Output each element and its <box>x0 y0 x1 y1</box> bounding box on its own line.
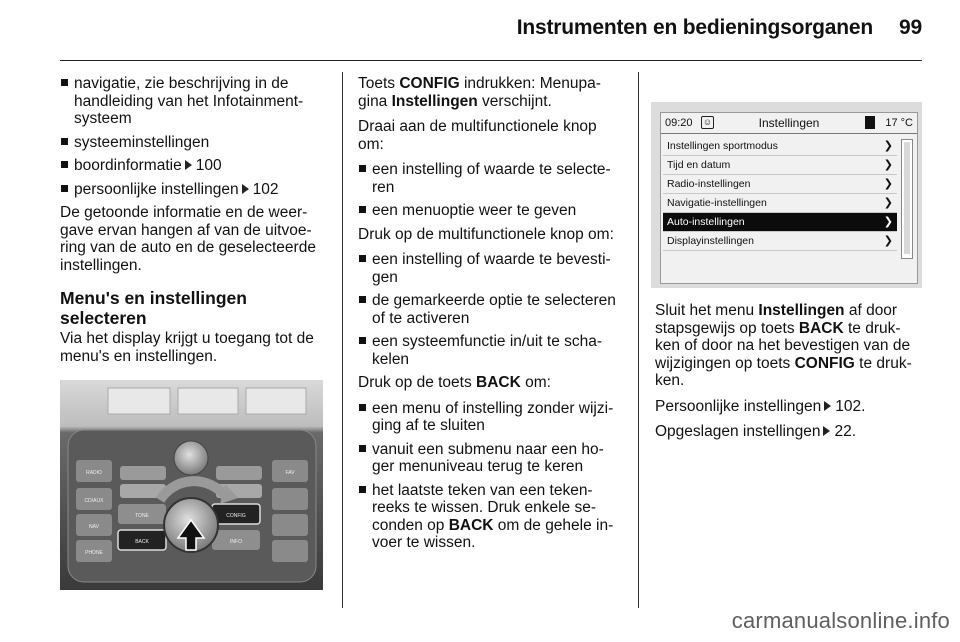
bullet-icon <box>359 206 366 213</box>
page-header <box>517 16 922 40</box>
list-item: een instelling of waarde te bevesti-gen <box>358 251 624 286</box>
control-panel-illustration <box>60 380 323 590</box>
scrollbar-thumb[interactable] <box>904 142 910 254</box>
page-ref[interactable]: 102 <box>252 180 279 198</box>
page-ref-arrow-icon <box>185 160 192 170</box>
control-panel-photo <box>60 380 323 590</box>
bullet-icon <box>359 255 366 262</box>
battery-icon <box>865 116 875 129</box>
column-divider-1 <box>342 72 343 608</box>
display-screen <box>660 112 918 284</box>
config-button: CONFIG <box>226 513 246 519</box>
bullet-icon <box>61 79 68 86</box>
paragraph: Sluit het menu Instellingen af door stapsgewijs op toets BACK te druk-ken of door na het bevestigen van de wijzigingen op toets CONFIG te druk-ken. <box>655 302 912 389</box>
column-divider-2 <box>638 72 639 608</box>
bullet-icon <box>359 296 366 303</box>
page-number: 99 <box>899 16 922 39</box>
page-ref[interactable]: 22. <box>834 423 857 440</box>
paragraph: Draai aan de multifunctionele knop om: <box>358 118 597 153</box>
paragraph: Druk op de toets BACK om: <box>358 374 551 391</box>
paragraph: De getoonde informatie en de weer-gave ervan hangen af van de uitvoe-ring van de auto en de geselecteerde instellingen. <box>60 204 316 274</box>
phone-button: PHONE <box>85 550 103 556</box>
page-title: Instrumenten en bedieningsorganen <box>516 16 874 39</box>
chevron-right-icon: ❯ <box>883 140 893 152</box>
cd-aux-button: CD/AUX <box>84 498 104 504</box>
page-ref-arrow-icon <box>824 401 831 411</box>
list-item: een menuoptie weer te geven <box>358 202 624 220</box>
bullet-icon <box>61 161 68 168</box>
settings-screen-illustration <box>651 102 922 288</box>
back-button: BACK <box>135 539 149 545</box>
list-item: boordinformatie 100 <box>60 157 326 175</box>
scrollbar[interactable] <box>901 139 913 259</box>
page-ref-arrow-icon <box>242 184 249 194</box>
chevron-right-icon: ❯ <box>883 178 893 190</box>
menu-item[interactable]: Radio-instellingen ❯ <box>663 175 897 194</box>
paragraph: Opgeslagen instellingen 22. <box>655 423 857 440</box>
screen-status-bar <box>661 113 917 134</box>
list-item: een systeemfunctie in/uit te scha-kelen <box>358 333 624 368</box>
smile-icon: ☺ <box>702 117 713 127</box>
section-heading: Menu's en instellingen selecteren <box>60 288 247 328</box>
header-divider <box>60 60 922 61</box>
paragraph: Druk op de multifunctionele knop om: <box>358 225 614 243</box>
column-2 <box>358 75 624 558</box>
tone-button: TONE <box>135 513 149 519</box>
screen-title: Instellingen <box>758 116 820 130</box>
list-item: vanuit een submenu naar een ho-ger menuniveau terug te keren <box>358 441 624 476</box>
column-1 <box>60 75 326 373</box>
page-ref-arrow-icon <box>823 426 830 436</box>
chevron-right-icon: ❯ <box>883 197 893 209</box>
menu-item[interactable]: Tijd en datum ❯ <box>663 156 897 175</box>
temperature-text: 17 °C <box>885 117 913 129</box>
menu-item[interactable]: Instellingen sportmodus ❯ <box>663 137 897 156</box>
list-item: systeeminstellingen <box>60 134 326 152</box>
bullet-icon <box>359 404 366 411</box>
list-item: persoonlijke instellingen 102 <box>60 181 326 199</box>
list-item: het laatste teken van een teken-reeks te wissen. Druk enkele se-conden op BACK om de gehele in-voer te wissen. <box>358 482 624 552</box>
fav-button: FAV <box>285 470 295 476</box>
chevron-right-icon: ❯ <box>883 235 893 247</box>
bullet-icon <box>61 138 68 145</box>
bullet-icon <box>359 165 366 172</box>
page-ref[interactable]: 102. <box>835 397 866 415</box>
radio-button: RADIO <box>86 470 102 476</box>
list-item: een menu of instelling zonder wijzi-ging af te sluiten <box>358 400 624 435</box>
info-button: INFO <box>230 539 242 545</box>
menu-item[interactable]: Navigatie-instellingen ❯ <box>663 194 897 213</box>
bullet-icon <box>61 185 68 192</box>
list-item: de gemarkeerde optie te selecteren of te activeren <box>358 292 624 327</box>
paragraph: Persoonlijke instellingen 102. <box>655 397 866 415</box>
list-item: navigatie, zie beschrijving in de handleiding van het Infotainment-systeem <box>60 75 326 128</box>
column-3 <box>655 302 923 449</box>
paragraph: Via het display krijgt u toegang tot de menu's en instellingen. <box>60 330 314 365</box>
bullet-icon <box>359 486 366 493</box>
bullet-icon <box>359 337 366 344</box>
page-ref[interactable]: 100 <box>195 157 222 174</box>
paragraph: Toets CONFIG indrukken: Menupa-gina Instellingen verschijnt. <box>358 75 601 110</box>
list-item: een instelling of waarde te selecte-ren <box>358 161 624 196</box>
nav-button: NAV <box>89 524 99 530</box>
menu-item[interactable]: Displayinstellingen ❯ <box>663 232 897 251</box>
bullet-icon <box>359 445 366 452</box>
watermark: carmanualsonline.info <box>731 608 950 633</box>
clock-text: 09:20 <box>665 117 693 129</box>
chevron-right-icon: ❯ <box>883 216 893 228</box>
chevron-right-icon: ❯ <box>883 159 893 171</box>
menu-item-selected[interactable]: Auto-instellingen ❯ <box>663 213 897 232</box>
